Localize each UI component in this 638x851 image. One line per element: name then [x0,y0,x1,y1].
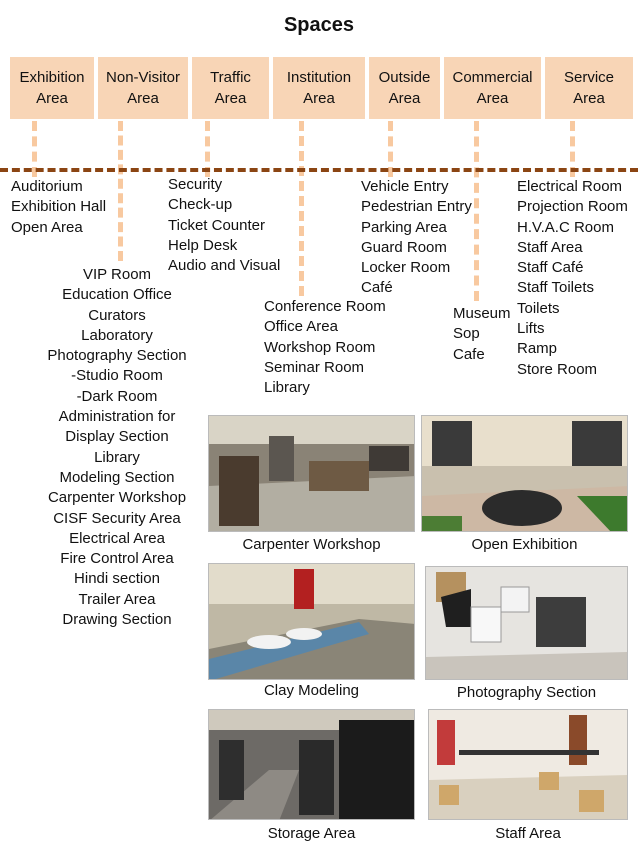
list-item: Vehicle Entry [361,178,449,195]
list-item: Modeling Section [59,468,175,486]
connector-non-visitor [118,121,123,261]
category-label: Institution [286,69,352,86]
list-item: Conference Room [264,298,386,315]
category-institution-area [273,57,365,119]
list-item: Ticket Counter [168,216,265,234]
list-item: Education Office [62,286,172,304]
list-item: CISF Security Area [53,509,181,527]
non-visitor-area-list [22,265,212,630]
photography-section-photo [425,566,628,680]
storage-area-photo [208,709,415,820]
list-item: VIP Room [82,266,152,283]
list-item: Ramp [517,340,558,358]
category-label: Area [127,90,159,107]
commercial-area-list [453,304,511,365]
list-item: Electrical Area [69,529,165,547]
photo-caption: Photography Section [456,684,597,701]
category-label: Area [36,90,68,107]
list-item: Laboratory [81,326,153,344]
list-item: Parking Area [361,218,447,236]
category-label: Area [214,90,247,107]
list-item: Open Area [11,218,83,236]
connector-commercial [474,121,479,301]
list-item: Exhibition Hall [11,198,107,216]
list-item: Staff Area [517,238,583,256]
list-item: Pedestrian Entry [361,198,472,216]
category-exhibition-area [10,57,94,119]
list-item: Auditorium [11,178,83,195]
list-item: Office Area [264,318,338,336]
list-item: Seminar Room [264,358,365,376]
carpenter-workshop-photo [208,415,415,532]
open-exhibition-photo [421,415,628,532]
list-item: Curators [88,306,146,324]
category-outside-area [369,57,440,119]
connector-institution [299,121,304,296]
list-item: Electrical Room [517,178,623,195]
list-item: Café [361,279,393,297]
list-item: Staff Café [517,259,584,277]
category-service-area [545,57,633,119]
list-item: Workshop Room [264,338,376,356]
list-item: Carpenter Workshop [47,489,187,507]
category-label: Traffic [210,69,251,86]
list-item: H.V.A.C Room [517,218,614,236]
institution-area-list [264,297,386,398]
category-commercial-area [444,57,541,119]
list-item: Sop [453,325,480,343]
list-item: Guard Room [361,238,447,256]
list-item: Locker Room [361,259,451,277]
category-label: Area [573,90,605,107]
category-non-visitor-area [98,57,188,119]
category-label: Service [563,69,615,86]
list-item: Cafe [453,345,485,363]
staff-area-photo [428,709,628,820]
category-label: Area [303,90,335,107]
category-label: Commercial [452,69,533,86]
timeline-divider [0,168,638,172]
list-item: Photography Section [47,347,187,365]
list-item: Administration for [58,408,176,426]
service-area-list [517,177,628,380]
page-title: Spaces [283,14,355,36]
list-item: Museum [453,305,511,322]
list-item: Fire Control Area [60,550,174,568]
category-traffic-area [192,57,269,119]
category-label: Outside [378,69,431,86]
list-item: Lifts [517,320,545,338]
photo-caption: Carpenter Workshop [242,536,381,553]
list-item: Library [94,448,140,466]
category-label: Non-Visitor [106,69,180,86]
category-label: Area [476,90,509,107]
list-item: Staff Toilets [517,279,594,297]
list-item: Help Desk [168,236,238,254]
exhibition-area-list [11,177,106,238]
list-item: Projection Room [517,198,628,216]
list-item: Drawing Section [62,611,172,629]
list-item: Display Section [65,428,169,446]
list-item: Toilets [517,299,560,317]
category-label: Area [388,90,421,107]
list-item: Trailer Area [78,590,156,608]
photo-caption: Clay Modeling [263,682,360,699]
list-item: Hindi section [74,570,160,588]
clay-modeling-photo [208,563,415,680]
outside-area-list [361,177,472,299]
list-item: Check-up [168,196,233,214]
category-label: Exhibition [19,69,85,86]
list-item: -Dark Room [76,387,158,405]
list-item: Store Room [517,360,598,378]
traffic-area-list [168,175,280,276]
list-item: Library [264,379,310,397]
list-item: Security [168,176,223,193]
photo-caption: Staff Area [495,825,561,842]
photo-caption: Open Exhibition [471,536,578,553]
photo-caption: Storage Area [267,825,356,842]
list-item: -Studio Room [71,367,163,385]
list-item: Audio and Visual [168,257,281,275]
